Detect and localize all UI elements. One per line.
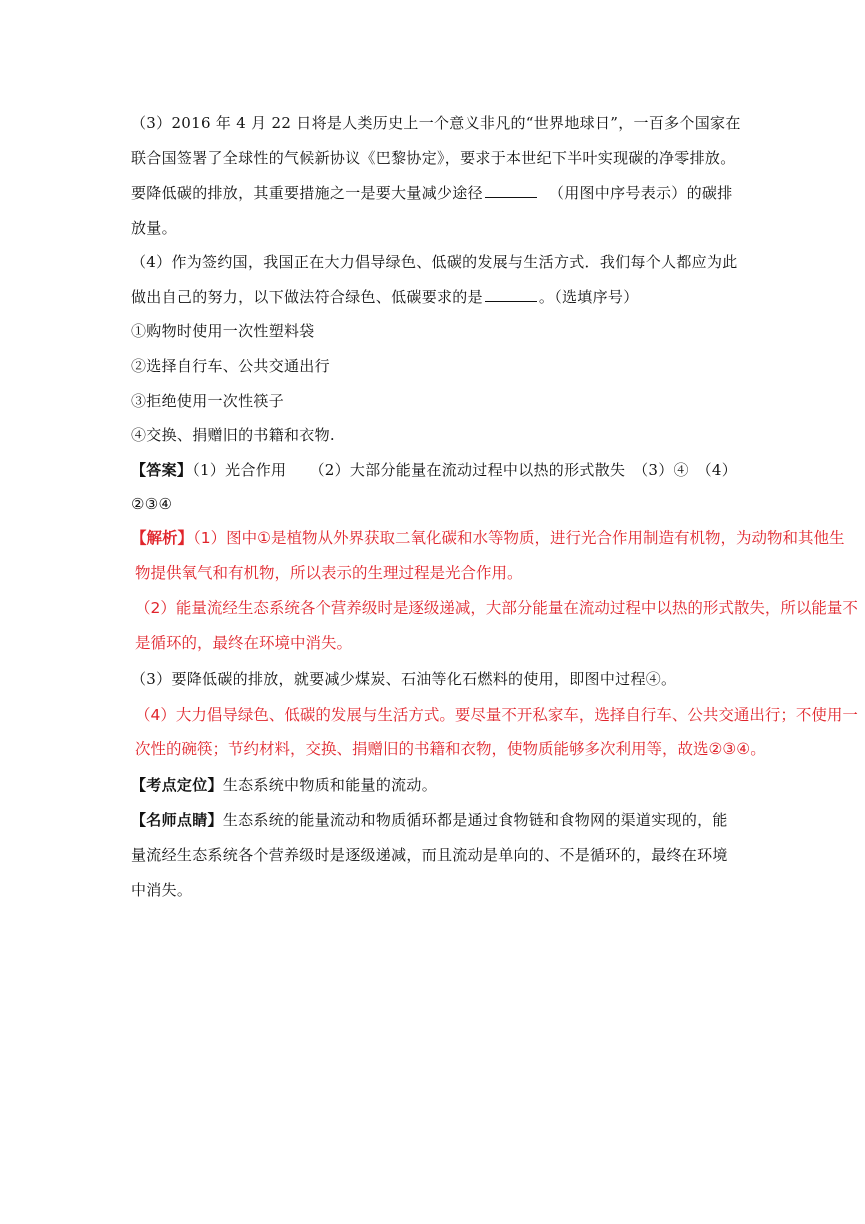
q4-line-2-suffix: 。（选填序号） [538, 288, 639, 306]
answer-blank[interactable] [485, 287, 537, 302]
q4-line-2 [131, 287, 639, 307]
mingshi-line-2: 量流经生态系统各个营养级时是逐级递减，而且流动是单向的、不是循环的，最终在环境 [131, 846, 728, 864]
answer-text: （1）光合作用 （2）大部分能量在流动过程中以热的形式散失 （3）④ （4） [192, 461, 738, 479]
q3-line-2: 联合国签署了全球性的气候新协议《巴黎协定》，要求于本世纪下半叶实现碳的净零排放。 [131, 149, 736, 167]
answer-tag: 【答案】 [131, 461, 193, 479]
analysis-p4-line-2: 次性的碗筷；节约材料，交换、捐赠旧的书籍和衣物，使物质能够多次利用等，故选②③④。 [135, 740, 766, 758]
answer-blank[interactable] [485, 183, 537, 198]
q3-line-3 [131, 183, 733, 203]
answer-line-1 [131, 460, 737, 480]
q3-line-3-suffix: （用图中序号表示）的碳排 [548, 184, 733, 202]
kaodian-text: 生态系统中物质和能量的流动。 [222, 776, 438, 794]
analysis-tag: 【解析】 [131, 529, 194, 547]
answer-line-2: ②③④ [131, 495, 173, 513]
q3-line-4: 放量。 [131, 219, 177, 237]
analysis-p1-line-1 [131, 528, 845, 548]
mingshi-line-1 [131, 810, 728, 830]
analysis-p2-line-1: （2）能量流经生态系统各个营养级时是逐级递减，大部分能量在流动过程中以热的形式散失，所以能量不 [135, 599, 858, 617]
kaodian-tag: 【考点定位】 [131, 776, 223, 794]
q3-line-1: （3）2016 年 4 月 22 日将是人类历史上一个意义非凡的“世界地球日”，一百多个国家在 [131, 114, 741, 132]
q4-line-2-prefix: 做出自己的努力，以下做法符合绿色、低碳要求的是 [131, 288, 483, 306]
mingshi-line-3: 中消失。 [131, 881, 193, 899]
mingshi-text: 生态系统的能量流动和物质循环都是通过食物链和食物网的渠道实现的，能 [222, 811, 728, 829]
analysis-p1-text: （1）图中①是植物从外界获取二氧化碳和水等物质，进行光合作用制造有机物，为动物和其他生 [193, 529, 845, 547]
analysis-p4-line-1: （4）大力倡导绿色、低碳的发展与生活方式。要尽量不开私家车，选择自行车、公共交通出行；不使用一 [135, 706, 858, 724]
q4-option-3: ③拒绝使用一次性筷子 [131, 392, 285, 410]
q4-line-1: （4）作为签约国，我国正在大力倡导绿色、低碳的发展与生活方式．我们每个人都应为此 [131, 253, 738, 271]
q4-option-1: ①购物时使用一次性塑料袋 [131, 322, 315, 340]
mingshi-tag: 【名师点睛】 [131, 811, 223, 829]
analysis-p2-line-2: 是循环的，最终在环境中消失。 [135, 634, 353, 652]
q4-option-4: ④交换、捐赠旧的书籍和衣物. [131, 426, 335, 444]
analysis-p3: （3）要降低碳的排放，就要减少煤炭、石油等化石燃料的使用，即图中过程④。 [131, 670, 677, 688]
kaodian-line [131, 775, 437, 795]
q4-option-2: ②选择自行车、公共交通出行 [131, 357, 330, 375]
analysis-p1-line-2: 物提供氧气和有机物，所以表示的生理过程是光合作用。 [135, 564, 523, 582]
q3-line-3-prefix: 要降低碳的排放，其重要措施之一是要大量减少途径 [131, 184, 483, 202]
